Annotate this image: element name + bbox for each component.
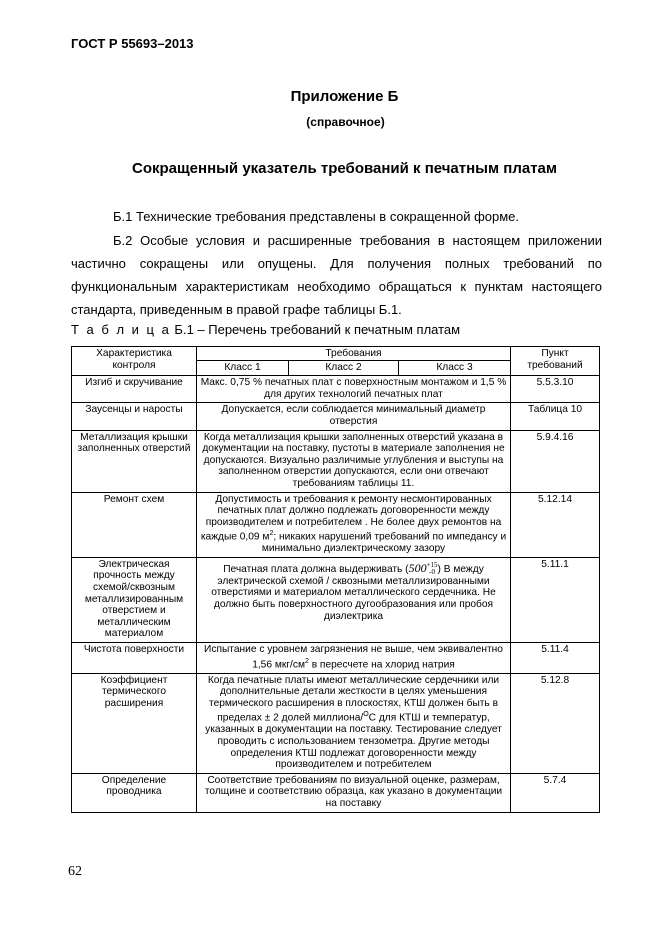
tolerance-plus: +15 (426, 560, 438, 569)
row-characteristic: Определение проводника (72, 773, 197, 812)
document-header: ГОСТ Р 55693–2013 (71, 36, 194, 51)
table-caption-prefix: Т а б л и ц а (71, 322, 171, 337)
requirements-table (71, 346, 600, 813)
row-clause: 5.7.4 (511, 773, 600, 812)
section-title: Сокращенный указатель требований к печатным платам (132, 160, 557, 177)
page-number: 62 (68, 864, 82, 879)
paragraph-b1: Б.1 Технические требования представлены в сокращенной форме. (113, 209, 520, 224)
voltage-value (409, 561, 438, 575)
requirement-text-part: Испытание с уровнем загрязнения не выше, чем эквивалентно 1,56 мкг/см (204, 644, 503, 671)
row-requirement: Когда металлизация крышки заполненных отверстий указана в документации на поставку, пустоты в материале заполнения не допускаются. Визуально различимые углубления и выступы на заполненном отверстии допускаются, если они отвечают требованиям таблицы 11. (197, 430, 511, 492)
row-requirement: Макс. 0,75 % печатных плат с поверхностным монтажом и 1,5 % для других технологий печатных плат (197, 376, 511, 403)
row-clause: Таблица 10 (511, 403, 600, 430)
requirement-text-part: Допустимость и требования к ремонту несмонтированных печатных плат должно подлежать договоренности между производителем и потребителем . Не более двух ремонтов на каждые 0,09 м (200, 493, 502, 543)
row-characteristic: Металлизация крышки заполненных отверстий (72, 430, 197, 492)
table-row (72, 430, 600, 492)
voltage-base: 500 (408, 560, 427, 575)
row-characteristic: Заусенцы и наросты (72, 403, 197, 430)
header-clause: Пункт требований (511, 347, 600, 376)
row-clause: 5.11.1 (511, 557, 600, 642)
appendix-title: Приложение Б (290, 88, 399, 105)
table-row (72, 403, 600, 430)
requirement-text-part: ) В между электрической схемой / сквозными металлизированными отверстиями и материалом металлического сердечника. Не должно быть поверхностного дугообразования или пробоя диэлектрика (211, 563, 496, 622)
appendix-subtitle: (справочное) (306, 115, 385, 129)
tolerance-minus: -0 (429, 567, 435, 576)
row-requirement (197, 673, 511, 773)
table-row (72, 376, 600, 403)
row-characteristic: Коэффициент термического расширения (72, 673, 197, 773)
header-characteristic: Характеристика контроля (72, 347, 197, 376)
header-class-3: Класс 3 (399, 360, 511, 376)
requirement-text-part: C для КТШ и температур, указанных в документации на поставку. Тестирование следует проводить с использованием тензометра. Другие методы определения КТШ подлежат договоренности между производителем и потребителем (205, 712, 502, 771)
row-requirement (197, 492, 511, 557)
row-requirement (197, 643, 511, 674)
row-clause: 5.11.4 (511, 643, 600, 674)
requirement-text-part: в пересчете на хлорид натрия (308, 659, 455, 671)
row-characteristic: Электрическая прочность между схемой/сквозным металлизированным отверстием и металлическим материалом (72, 557, 197, 642)
table-caption-text: Б.1 – Перечень требований к печатным платам (170, 322, 461, 337)
table-row (72, 773, 600, 812)
row-characteristic: Чистота поверхности (72, 643, 197, 674)
superscript: 2 (304, 657, 309, 665)
header-class-2: Класс 2 (289, 360, 399, 376)
row-requirement: Соответствие требованиям по визуальной оценке, размерам, толщине и соответствию образца, как указано в документации на поставку (197, 773, 511, 812)
requirement-text-part: Когда печатные платы имеют металлические сердечники или дополнительные детали жесткости в целях уменьшения термического расширения в плоскостях, КТШ должен быть в пределах ± 2 долей миллиона/ (207, 674, 500, 724)
row-clause: 5.12.14 (511, 492, 600, 557)
header-class-1: Класс 1 (197, 360, 289, 376)
requirement-text-part: ; никаких нарушений требований по импедансу и минимально диэлектрическому зазору (261, 531, 507, 555)
row-characteristic: Изгиб и скручивание (72, 376, 197, 403)
table-header-row (72, 347, 600, 361)
row-requirement: Допускается, если соблюдается минимальный диаметр отверстия (197, 403, 511, 430)
table-row (72, 492, 600, 557)
superscript: 2 (269, 530, 274, 538)
row-clause: 5.12.8 (511, 673, 600, 773)
table-row (72, 673, 600, 773)
superscript: O (363, 711, 369, 719)
header-requirements: Требования (197, 347, 511, 361)
row-clause: 5.5.3.10 (511, 376, 600, 403)
row-characteristic: Ремонт схем (72, 492, 197, 557)
row-clause: 5.9.4.16 (511, 430, 600, 492)
table-caption (71, 322, 460, 337)
paragraph-b2: Б.2 Особые условия и расширенные требования в настоящем приложении частично сокращены или опущены. Для получения полных требований по функциональным характеристикам необходимо обращаться к пунктам настоящего стандарта, приведенным в правой графе таблицы Б.1. (71, 233, 602, 317)
row-requirement (197, 557, 511, 642)
requirement-text-part: Печатная плата должна выдерживать ( (223, 563, 409, 575)
table-row (72, 643, 600, 674)
table-row (72, 557, 600, 642)
